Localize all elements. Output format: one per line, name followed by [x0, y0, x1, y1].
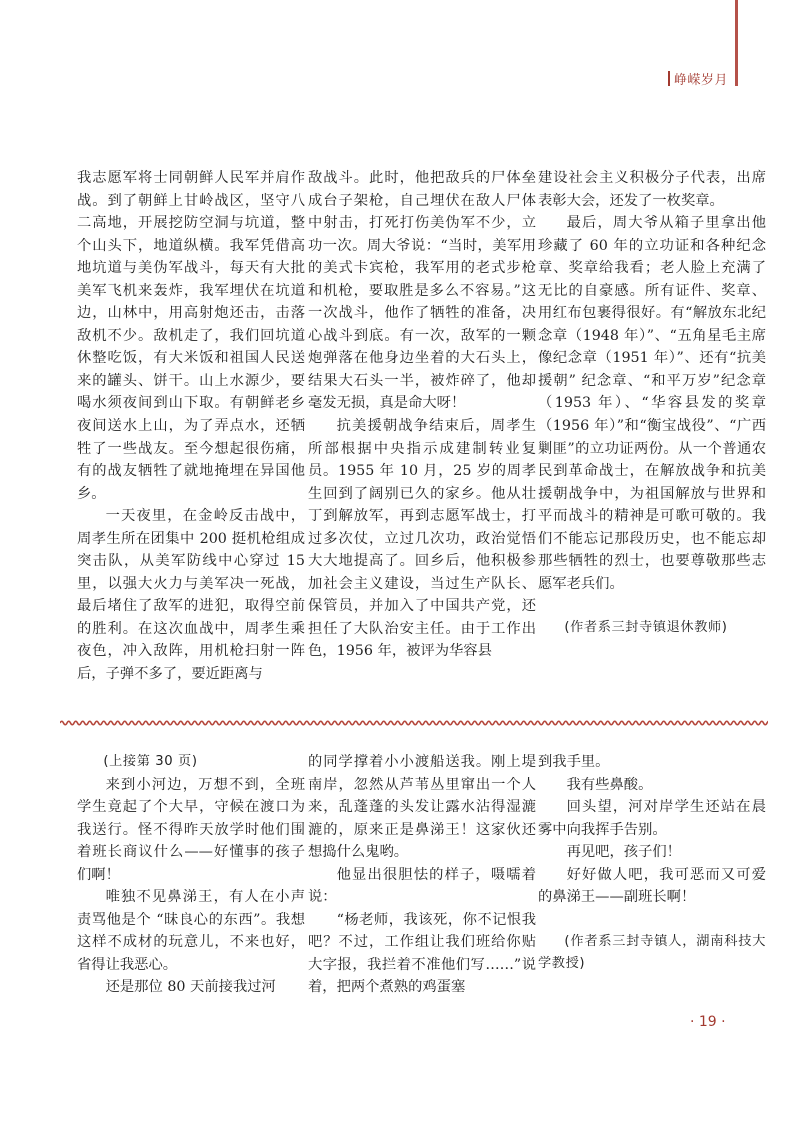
paragraph: 还是那位 80 天前接我过河: [105, 979, 276, 996]
bottom-article-column-2: [308, 751, 536, 999]
paragraph: 抗美援朝战争结束后，周孝生所部根据中央指示成建制转业复员。1955 年 10 月，25 岁的周孝生回到了阔别已久的家乡。他从壮丁到解放军，再到志愿军战士，打过多次仗，立过几次功，政治觉悟大大地提高了。回乡后，他积极参加社会主义建设，当过生产队长、保管员，并加入了中国共产党，还担任了大队治安主任。由于工作出色，1956 年，被评为华容县: [308, 418, 536, 660]
header-bar-icon: [668, 71, 670, 86]
paragraph: 一天夜里，在金岭反击战中，周孝生所在团集中 200 挺机枪组成突击队，从美军防线中心穿过 15 里，以强大火力与美军决一死战，最后堵住了敌军的进犯，取得空前的胜利。在这次血战中，周孝生乘夜色，冲入敌阵，用机枪扫射一阵后，子弹不多了，要近距离与: [77, 508, 305, 683]
author-note: (作者系三封寺镇人，湖南科技大学教授): [538, 933, 766, 972]
paragraph: 好好做人吧，我可恶而又可爱的鼻涕王——副班长啊！: [538, 866, 766, 906]
paragraph: 来到小河边，万想不到，全班学生竟起了个大早，守候在渡口为我送行。怪不得昨天放学时他们围着班长商议什么——好懂事的孩子们啊！: [77, 776, 305, 883]
paragraph: 到我手里。: [538, 754, 610, 770]
page-number: · 19 ·: [690, 1014, 726, 1030]
top-article-column-3: [538, 167, 766, 640]
paragraph: 我有些鼻酸。: [566, 776, 653, 793]
paragraph: 再见吧，孩子们！: [566, 844, 681, 861]
paragraph: 最后，周大爷从箱子里拿出他珍藏了 60 年的立功证和各种纪念章、奖章给我看；老人脸上充满了无比的自豪感。所有证件、奖章、用红布包裹得很好。有“解放东北纪念章（1948 年）”、“五角星毛主席像纪念章（1951 年）”、还有“抗美援朝” 纪念章、“和平万岁”纪念章（1953 年）、“华容县发的奖章（1956 年）”和“衡宝战役”、“广西剿匪”的立功证两份。从一个普通农民到革命战士，在解放战争和抗美援朝战争中，为祖国解放与世界和平而战斗的精神是可歌可敬的。我们不能忘记那段历史，也不能忘却那些牺牲的烈士，也要尊敬那些志愿军老兵们。: [538, 215, 766, 592]
section-title: 峥嵘岁月: [674, 72, 729, 88]
header-rule: [735, 0, 738, 86]
paragraph: 的同学撑着小小渡船送我。刚上堤南岸，忽然从芦苇丛里窜出一个人来，乱蓬蓬的头发让露水沾得湿漉漉的，原来正是鼻涕王！这家伙还想捣什么鬼哟。: [308, 754, 536, 861]
paragraph: 回头望，河对岸学生还站在晨雾中向我挥手告别。: [538, 799, 766, 838]
paragraph: 唯独不见鼻涕王，有人在小声责骂他是个 “昧良心的东西”。我想这样不成材的玩意儿，不来也好，省得让我恶心。: [77, 889, 305, 973]
section-header: [668, 69, 728, 87]
wavy-divider: [60, 718, 768, 728]
continued-from-note: (上接第 30 页): [103, 754, 198, 769]
paragraph: 建设社会主义积极分子代表，出席表彰大会，还发了一枚奖章。: [538, 170, 766, 209]
paragraph: 敌战斗。此时，他把敌兵的尸体垒成台子架枪，自己埋伏在敌人尸体中射击，打死打伤美伪军不少，立功一次。周大爷说：“当时，美军用的美式卡宾枪，我军用的老式步枪和机枪，要取胜是多么不容易。”这一次战斗，他作了牺牲的准备，决心战斗到底。有一次，敌军的一颗炮弹落在他身边坐着的大石头上，结果大石头一半，被炸碎了，他却毫发无损，真是命大呀！: [308, 170, 536, 412]
paragraph: “杨老师，我该死，你不记恨我吧？不过，工作组让我们班给你贴大字报，我拦着不准他们写……”说着，把两个煮熟的鸡蛋塞: [308, 911, 536, 996]
paragraph: 他显出很胆怯的样子，嗫嚅着说：: [308, 866, 536, 906]
bottom-article-column-3: [538, 751, 766, 976]
top-article-column-1: [77, 167, 305, 686]
author-note: (作者系三封寺镇退休教师): [564, 620, 728, 636]
top-article-column-2: [308, 167, 536, 663]
bottom-article-column-1: [77, 751, 305, 999]
paragraph: 我志愿军将士同朝鲜人民军并肩作战。到了朝鲜上甘岭战区，坚守八二高地，开展挖防空洞与坑道，整个山头下，地道纵横。我军凭借高地坑道与美伪军战斗，每天有大批美军飞机来轰炸，我军埋伏在坑道边，山林中，用高射炮还击，击落敌机不少。敌机走了，我们回坑道休整吃饭，有大米饭和祖国人民送来的罐头、饼干。山上水源少，要喝水须夜间到山下取。有朝鲜老乡夜间送水上山，为了弄点水，还牺牲了一些战友。至今想起很伤痛，有的战友牺牲了就地掩埋在异国他乡。: [77, 170, 305, 502]
